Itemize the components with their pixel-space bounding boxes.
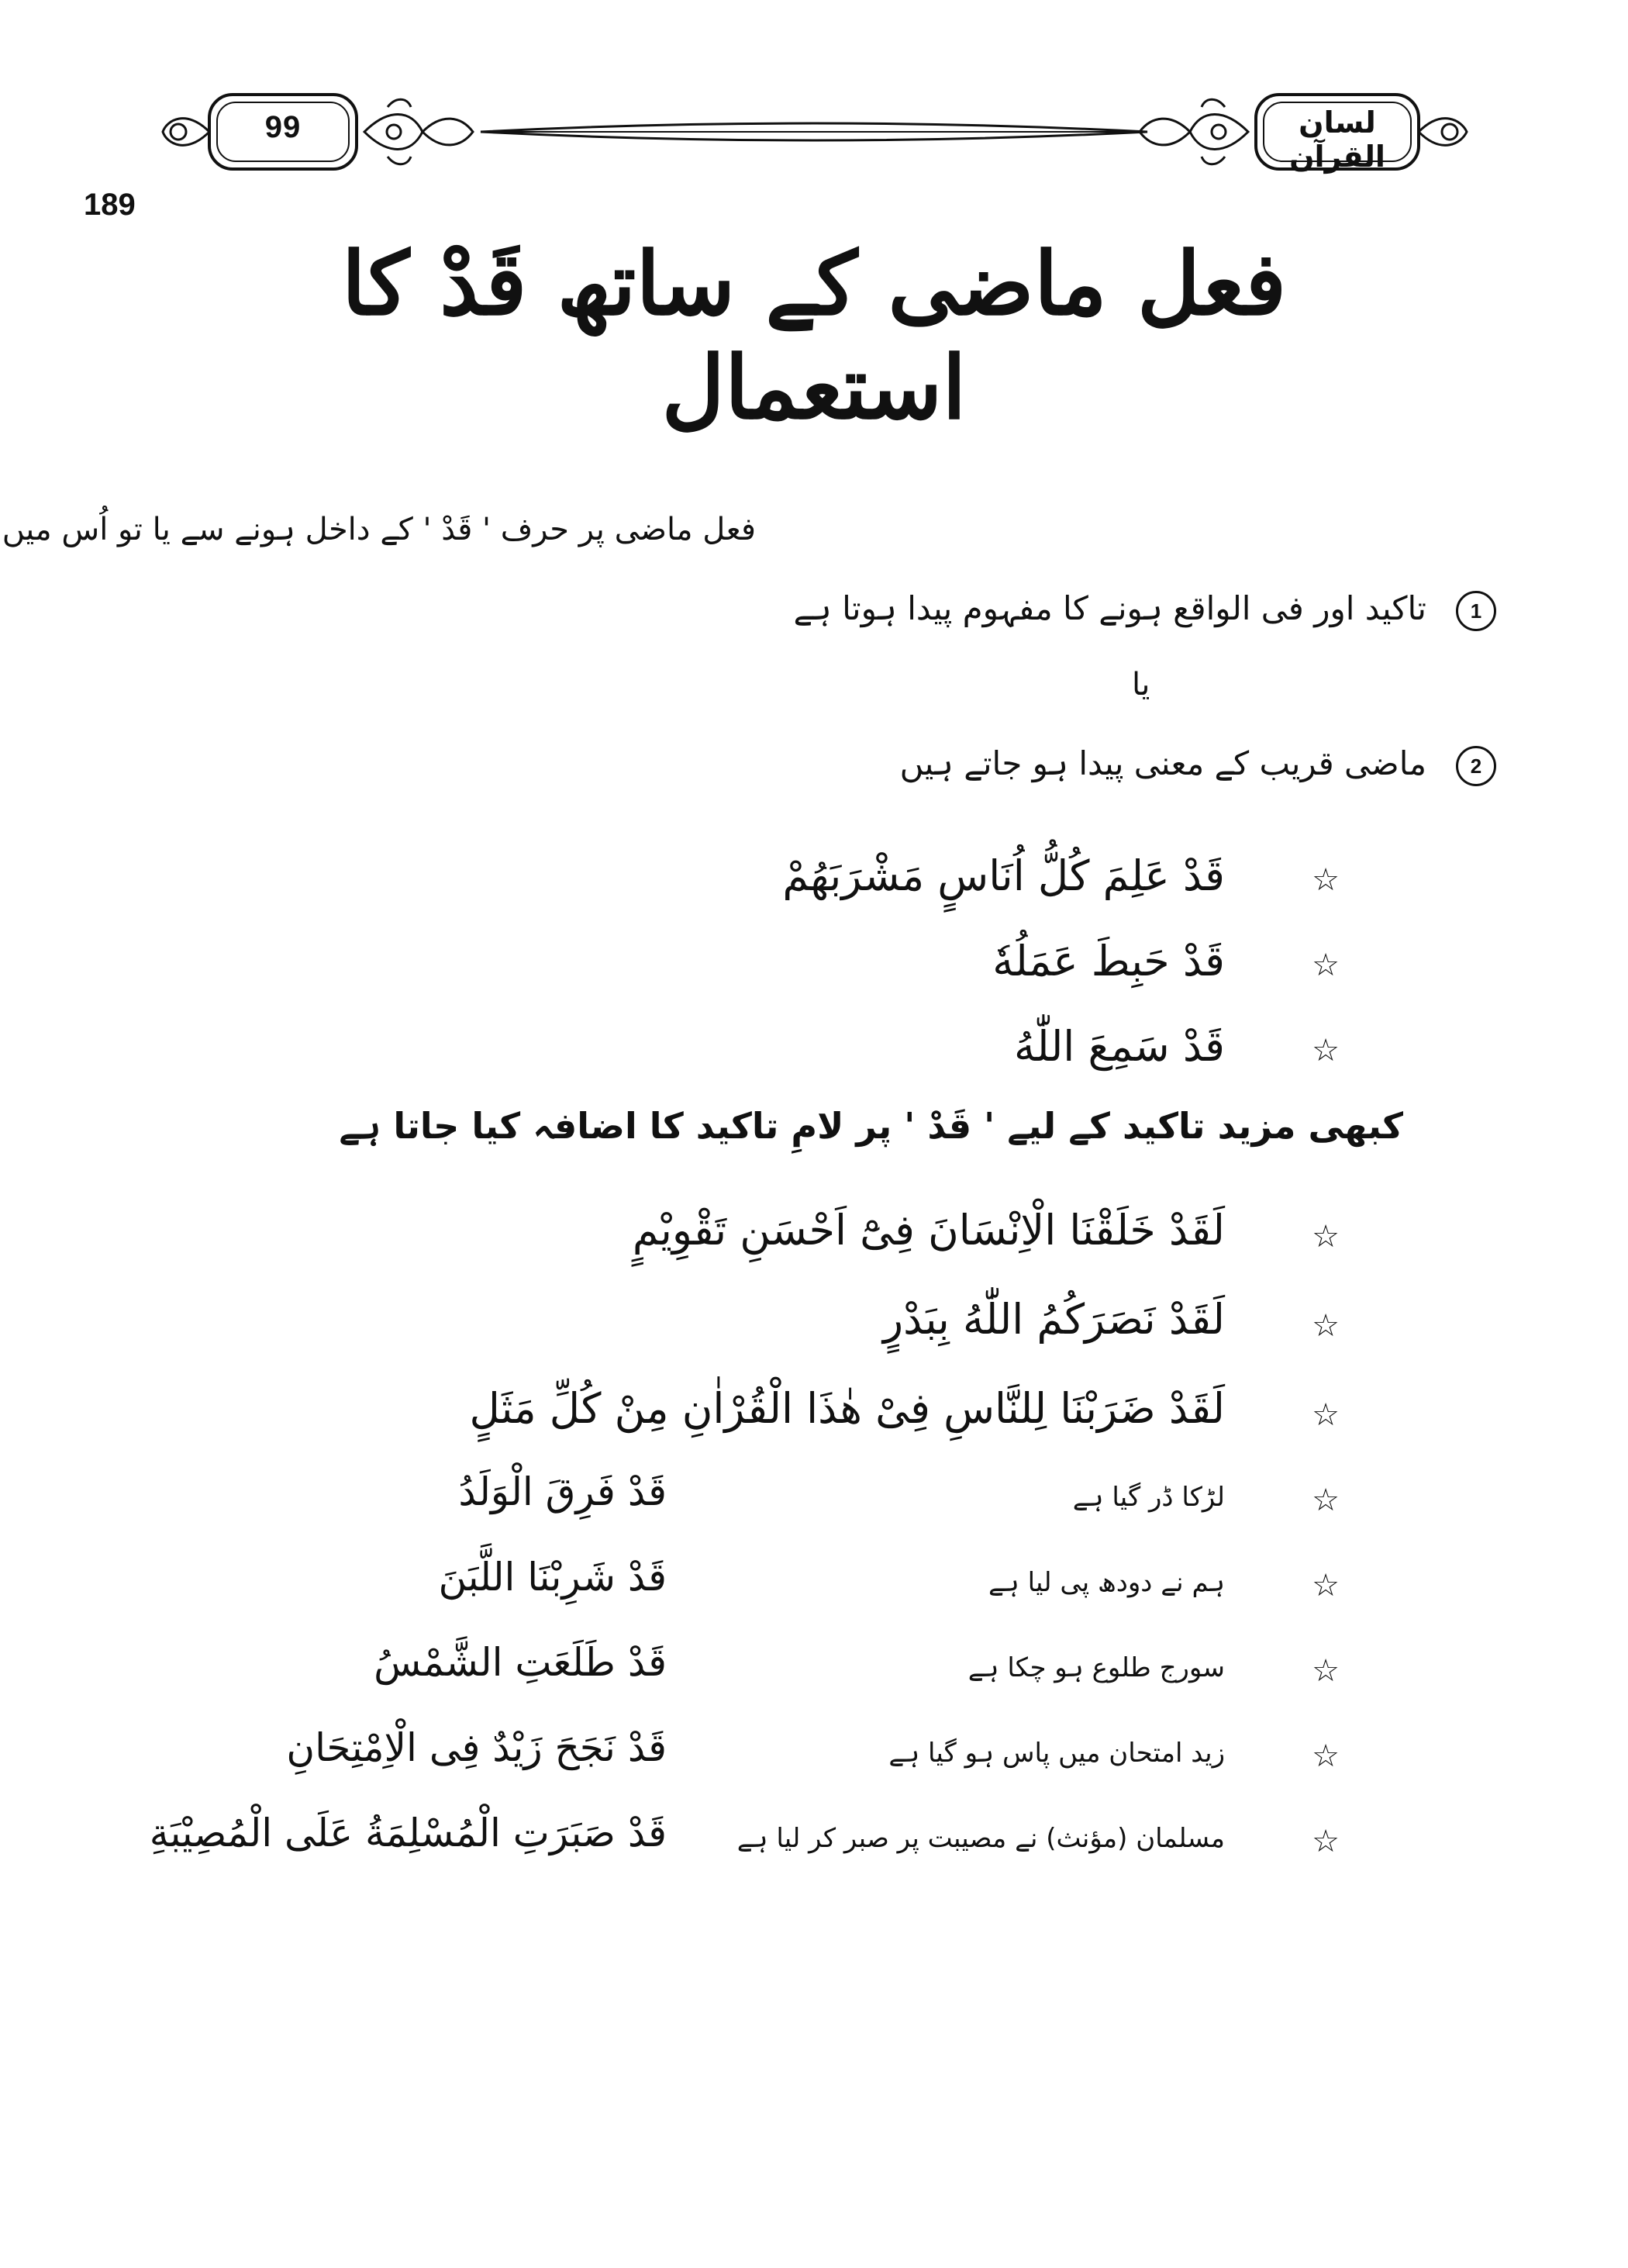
- star-icon: ☆: [1312, 1219, 1340, 1255]
- point-1: [496, 589, 1482, 627]
- star-icon: ☆: [1312, 1738, 1340, 1774]
- page-number: 99: [264, 110, 302, 144]
- note-text: کبھی مزید تاکید کے لیے ' قَدْ ' پر لامِ تاکید کا اضافہ کیا جاتا ہے: [339, 1105, 1403, 1147]
- page-title: فعل ماضی کے ساتھ قَدْ کا استعمال: [341, 233, 1287, 440]
- translation-urdu-5: مسلمان (مؤنث) نے مصیبت پر صبر کر لیا ہے: [736, 1823, 1225, 1854]
- translation-arabic-3: قَدْ طَلَعَتِ الشَّمْسُ: [374, 1640, 667, 1685]
- translation-urdu-2: ہم نے دودھ پی لیا ہے: [988, 1567, 1225, 1598]
- point-number-badge: 2: [1456, 746, 1496, 786]
- example-arabic-6: لَقَدْ ضَرَبْنَا لِلنَّاسِ فِیْ هٰذَا الْقُرْاٰنِ مِنْ كُلِّ مَثَلٍ: [469, 1384, 1225, 1433]
- star-icon: ☆: [1312, 1483, 1340, 1518]
- star-icon: ☆: [1312, 1653, 1340, 1689]
- star-icon: ☆: [1312, 1824, 1340, 1859]
- translation-arabic-2: قَدْ شَرِبْنَا اللَّبَنَ: [438, 1555, 667, 1600]
- example-arabic-2: قَدْ حَبِطَ عَمَلُهٗ: [992, 937, 1225, 986]
- star-icon: ☆: [1312, 862, 1340, 898]
- lesson-number: 189: [84, 188, 136, 222]
- point-text: تاکید اور فی الواقع ہونے کا مفہوم پیدا ہوتا ہے: [793, 589, 1426, 627]
- star-icon: ☆: [1312, 1397, 1340, 1433]
- star-icon: ☆: [1312, 1308, 1340, 1344]
- example-arabic-4: لَقَدْ خَلَقْنَا الْاِنْسَانَ فِیْٓ اَحْسَنِ تَقْوِیْمٍ: [632, 1206, 1225, 1255]
- point-number-badge: 1: [1456, 591, 1496, 631]
- point-text: ماضی قریب کے معنی پیدا ہو جاتے ہیں: [899, 744, 1426, 782]
- star-icon: ☆: [1312, 1568, 1340, 1603]
- point-2: [496, 744, 1482, 782]
- example-arabic-3: قَدْ سَمِعَ اللّٰهُ: [1014, 1022, 1225, 1071]
- translation-urdu-3: سورج طلوع ہو چکا ہے: [967, 1652, 1225, 1683]
- example-arabic-5: لَقَدْ نَصَرَكُمُ اللّٰهُ بِبَدْرٍ: [883, 1295, 1225, 1344]
- translation-arabic-5: قَدْ صَبَرَتِ الْمُسْلِمَةُ عَلَى الْمُصِیْبَةِ: [149, 1811, 667, 1855]
- book-title: لسان القرآن: [1289, 105, 1385, 174]
- translation-urdu-1: لڑکا ڈر گیا ہے: [1072, 1482, 1225, 1513]
- or-text: یا: [1132, 667, 1150, 702]
- translation-arabic-4: قَدْ نَجَحَ زَیْدٌ فِی الْاِمْتِحَانِ: [286, 1725, 667, 1770]
- translation-urdu-4: زید امتحان میں پاس ہو گیا ہے: [888, 1738, 1225, 1769]
- translation-arabic-1: قَدْ فَرِقَ الْوَلَدُ: [458, 1469, 667, 1514]
- page-header: [155, 78, 1473, 186]
- star-icon: ☆: [1312, 1033, 1340, 1068]
- star-icon: ☆: [1312, 948, 1340, 983]
- intro-text: فعل ماضی پر حرف ' قَدْ ' کے داخل ہونے سے یا تو اُس میں: [2, 512, 756, 547]
- example-arabic-1: قَدْ عَلِمَ كُلُّ اُنَاسٍ مَشْرَبَهُمْ: [782, 851, 1225, 900]
